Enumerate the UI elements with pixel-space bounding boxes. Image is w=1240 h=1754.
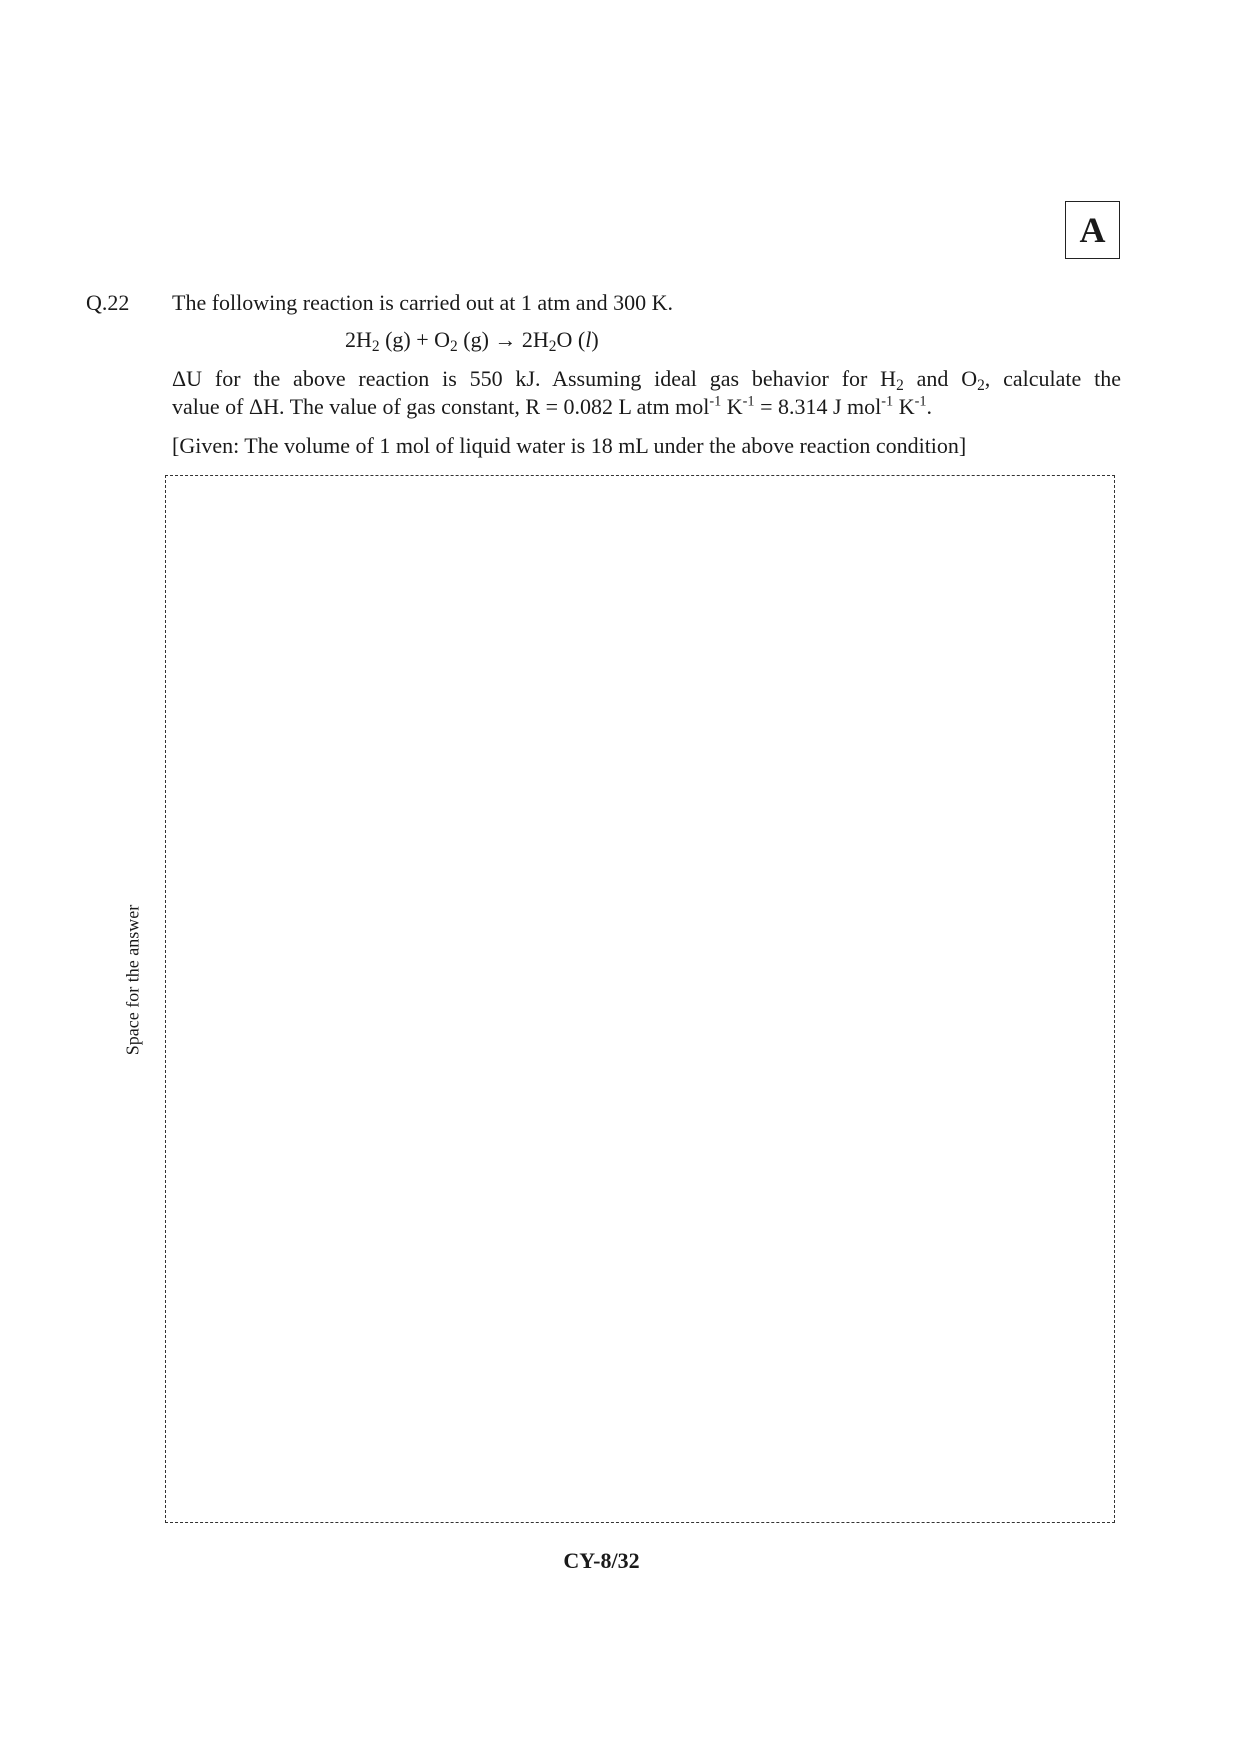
eq-sub: 2: [450, 337, 458, 355]
text-sup: -1: [881, 393, 894, 410]
given-note: [Given: The volume of 1 mol of liquid water is 18 mL under the above reaction condition]: [172, 433, 967, 458]
eq-part: (g) → 2H: [457, 327, 549, 352]
eq-sub: 2: [371, 337, 380, 355]
text-part: ΔU for the above reaction is 550 kJ. Assuming ideal gas behavior for H: [172, 366, 897, 391]
set-code-box: [1065, 201, 1120, 259]
eq-sub: 2: [548, 337, 557, 355]
eq-part: 2H: [345, 327, 372, 352]
question-line-1: [172, 366, 1121, 392]
eq-part: O (: [556, 327, 586, 352]
text-part: .: [926, 394, 933, 419]
text-sub: 2: [977, 376, 985, 394]
question-number: Q.22: [86, 290, 130, 315]
text-sup: -1: [742, 393, 755, 410]
text-part: and O: [903, 366, 978, 391]
text-part: , calculate the: [984, 366, 1121, 391]
question-intro: The following reaction is carried out at 1 atm and 300 K.: [172, 290, 673, 315]
eq-part: (g) + O: [379, 327, 451, 352]
text-part: = 8.314 J mol: [754, 394, 882, 419]
answer-space-label: Space for the answer: [122, 904, 143, 1056]
answer-space[interactable]: [165, 475, 1115, 1523]
question-line-2: [172, 394, 932, 420]
reaction-equation: [345, 327, 599, 353]
text-sup: -1: [709, 393, 722, 410]
set-code: A: [1079, 210, 1106, 250]
text-part: K: [721, 394, 743, 419]
eq-part: ): [591, 327, 599, 352]
text-sup: -1: [914, 393, 927, 410]
text-part: K: [893, 394, 915, 419]
text-part: value of ΔH. The value of gas constant, R = 0.082 L atm mol: [172, 394, 710, 419]
eq-state-liquid: l: [585, 327, 592, 352]
page-number: CY-8/32: [563, 1548, 640, 1573]
text-sub: 2: [896, 376, 904, 394]
